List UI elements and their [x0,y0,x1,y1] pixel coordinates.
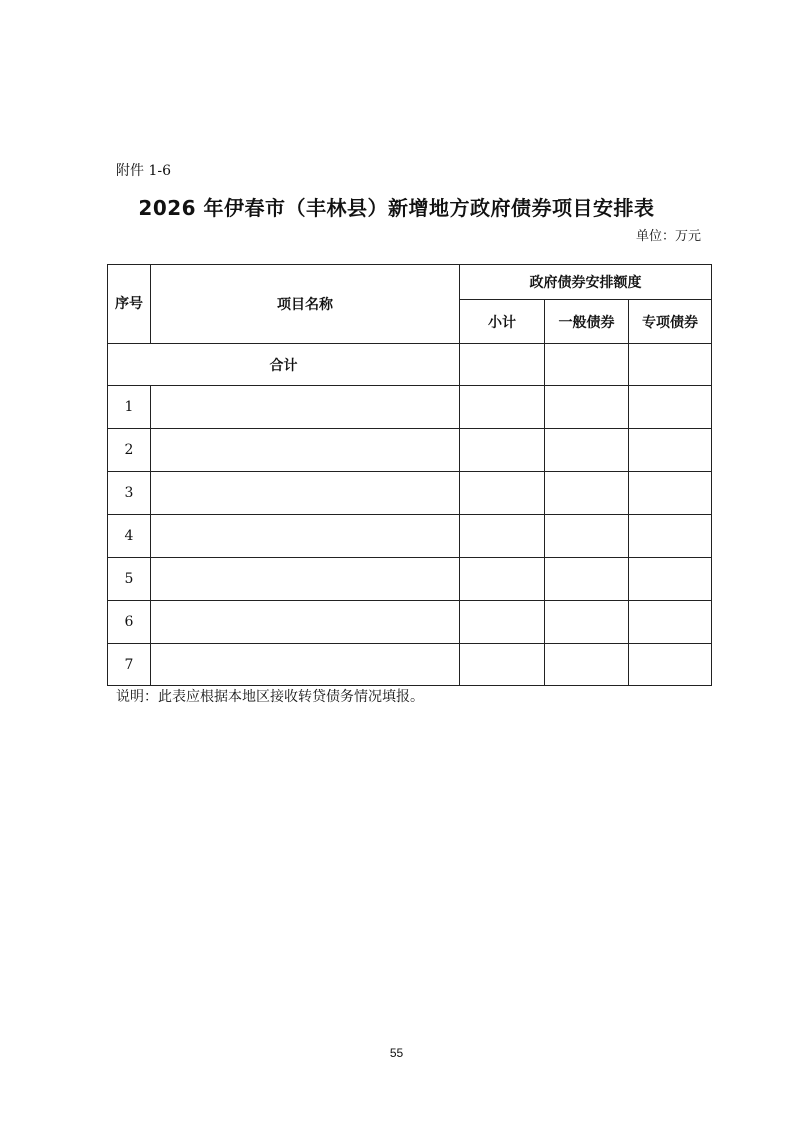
header-special-bond: 专项债券 [629,300,712,344]
row-project-name-cell[interactable] [151,601,460,644]
row-seq: 1 [108,386,151,429]
document-title: 2026 年伊春市（丰林县）新增地方政府债券项目安排表 [138,196,655,220]
row-seq: 4 [108,515,151,558]
row-general-cell[interactable] [545,515,629,558]
total-special-cell[interactable] [629,344,712,386]
row-seq: 2 [108,429,151,472]
row-seq: 6 [108,601,151,644]
header-quota-group: 政府债券安排额度 [460,265,712,300]
footnote: 说明：此表应根据本地区接收转贷债务情况填报。 [116,689,424,705]
table-row [108,515,712,558]
row-seq: 3 [108,472,151,515]
row-special-cell[interactable] [629,558,712,601]
bond-allocation-table [107,264,712,686]
row-special-cell[interactable] [629,644,712,686]
row-general-cell[interactable] [545,558,629,601]
header-subtotal: 小计 [460,300,545,344]
row-project-name-cell[interactable] [151,558,460,601]
row-project-name-cell[interactable] [151,386,460,429]
row-project-name-cell[interactable] [151,515,460,558]
row-subtotal-cell[interactable] [460,386,545,429]
table-row [108,429,712,472]
row-subtotal-cell[interactable] [460,558,545,601]
page-number: 55 [389,1046,404,1060]
row-special-cell[interactable] [629,472,712,515]
total-general-cell[interactable] [545,344,629,386]
unit-label: 单位：万元 [636,229,702,244]
table-row [108,644,712,686]
row-subtotal-cell[interactable] [460,644,545,686]
row-general-cell[interactable] [545,386,629,429]
row-special-cell[interactable] [629,429,712,472]
row-general-cell[interactable] [545,601,629,644]
row-seq: 7 [108,644,151,686]
row-subtotal-cell[interactable] [460,601,545,644]
row-subtotal-cell[interactable] [460,429,545,472]
row-general-cell[interactable] [545,472,629,515]
row-subtotal-cell[interactable] [460,515,545,558]
row-special-cell[interactable] [629,515,712,558]
row-general-cell[interactable] [545,429,629,472]
header-seq: 序号 [108,265,151,344]
row-project-name-cell[interactable] [151,472,460,515]
table-row [108,472,712,515]
header-project-name: 项目名称 [151,265,460,344]
row-seq: 5 [108,558,151,601]
header-row-top [108,265,712,300]
row-general-cell[interactable] [545,644,629,686]
row-project-name-cell[interactable] [151,644,460,686]
table-row [108,601,712,644]
row-special-cell[interactable] [629,601,712,644]
total-row [108,344,712,386]
table-row [108,386,712,429]
table-row [108,558,712,601]
row-special-cell[interactable] [629,386,712,429]
total-label: 合计 [108,344,460,386]
row-project-name-cell[interactable] [151,429,460,472]
total-subtotal-cell[interactable] [460,344,545,386]
header-general-bond: 一般债券 [545,300,629,344]
row-subtotal-cell[interactable] [460,472,545,515]
attachment-label: 附件 1-6 [116,163,171,179]
